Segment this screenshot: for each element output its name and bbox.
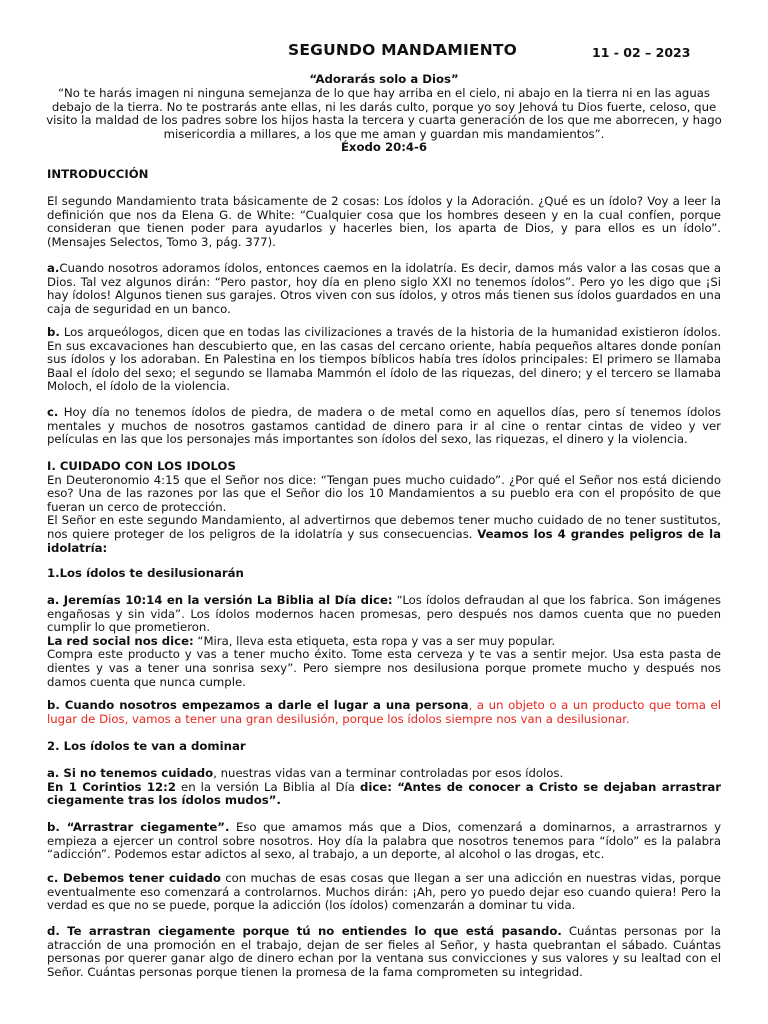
point-text: en la versión La Biblia al Día bbox=[175, 779, 360, 794]
point-text: Eso que amamos más que a Dios, comenzará a dominarnos, a arrastrarnos y empieza a ejercer un control sobre nosotros. Hoy día la palabra que nosotros tenemos para “ídolo” es la palabra “adicción”. Podemos estar adictos al sexo, al trabajo, a un deporte, al alcohol o las drogas, etc. bbox=[47, 820, 721, 862]
point-label: a. bbox=[47, 261, 60, 275]
bible-quote: dice: “Antes de conocer a Cristo se dejaban arrastrar ciegamente tras los ídolos mudos”. bbox=[47, 779, 721, 808]
point-text: “Mira, lleva esta etiqueta, esta ropa y vas a ser muy popular. bbox=[193, 633, 556, 648]
intro-point-c bbox=[47, 406, 721, 447]
bible-reference: En 1 Corintios 12:2 bbox=[47, 779, 176, 794]
point-bold: a. Si no tenemos cuidado bbox=[47, 766, 214, 780]
point-text: Compra este producto y vas a tener mucho éxito. Tome esta cerveza y te vas a sentir mejor. Usa esta pasta de dientes y vas a tener una sonrisa sexy”. Pero siempre nos desilusiona porque promete mucho y después nos damos cuenta que nunca cumple. bbox=[47, 647, 721, 689]
page-title: SEGUNDO MANDAMIENTO bbox=[288, 41, 518, 59]
point-2-c bbox=[47, 872, 721, 913]
point-bold: b. “Arrastrar ciegamente”. bbox=[47, 820, 230, 834]
point-red-text: , a un objeto o a un producto que toma el lugar de Dios, vamos a tener una gran desilusión, porque los ídolos siempre nos van a desilusionar. bbox=[47, 698, 721, 726]
point-text: , nuestras vidas van a terminar controladas por esos ídolos. bbox=[213, 766, 564, 780]
epigraph-reference: Éxodo 20:4-6 bbox=[340, 140, 428, 154]
section-paragraph-bold: Veamos los 4 grandes peligros de la idolatría: bbox=[47, 526, 721, 555]
point-1-heading: 1.Los ídolos te desilusionarán bbox=[47, 566, 244, 580]
title-row bbox=[0, 41, 768, 64]
bible-reference: a. Jeremías 10:14 en la versión La Biblia al Día dice: bbox=[47, 593, 393, 607]
epigraph-verse: “No te harás imagen ni ninguna semejanza de lo que hay arriba en el cielo, ni abajo en la tierra ni en las aguas debajo de la tierra. No te postrarás ante ellas, ni les darás culto, porque yo soy Jehová tu Dios fuerte, celoso, que visito la maldad de los padres sobre los hijos hasta la tercera y cuarta generación de los que me aborrecen, y hago misericordia a millares, a los que me aman y guardan mis mandamientos”. bbox=[46, 86, 722, 141]
section-paragraph bbox=[47, 514, 721, 555]
section-1 bbox=[47, 460, 721, 555]
point-text: Cuando nosotros adoramos ídolos, entonces caemos en la idolatría. Es decir, damos más valor a las cosas que a Dios. Tal vez algunos dirán: “Pero pastor, hoy día en pleno siglo XXI no tenemos ídolos”. Pero yo les digo que ¡Si hay ídolos! Algunos tienen sus garajes. Otros viven con sus ídolos, y otros más tienen sus ídolos guardados en una caja de seguridad en un banco. bbox=[47, 261, 721, 316]
point-1-a bbox=[47, 594, 721, 689]
point-2-a bbox=[47, 767, 721, 808]
point-text: Hoy día no tenemos ídolos de piedra, de madera o de metal como en aquellos días, pero sí tenemos ídolos mentales y muchos de nosotros gastamos cantidad de dinero para ir al cine o rentar cintas de video y ver películas en las que los personajes más importantes son ídolos del sexo, las riquezas, el dinero y la violencia. bbox=[47, 405, 721, 447]
point-text: con muchas de esas cosas que llegan a ser una adicción en nuestras vidas, porque eventualmente eso comenzará a controlarnos. Muchos dirán: ¡Ah, pero yo puedo dejar eso cuando quiera! Pero la verdad es que no se puede, porque la adicción (los ídolos) comenzarán a dominar tu vida. bbox=[47, 871, 721, 913]
point-text: “Los ídolos defraudan al que los fabrica. Son imágenes engañosas y sin vida”. Los ídolos modernos hacen promesas, pero después nos damos cuenta que no pueden cumplir lo que prometieron. bbox=[47, 593, 721, 635]
point-label: c. bbox=[47, 405, 59, 419]
red-social-label: La red social nos dice: bbox=[47, 633, 194, 648]
intro-heading: INTRODUCCIÓN bbox=[47, 167, 149, 181]
point-bold: c. Debemos tener cuidado bbox=[47, 871, 221, 885]
point-text: Cuántas personas por la atracción de una promoción en el trabajo, dejan de ser fieles al Señor, y hasta quebrantan el sábado. Cuántas personas por querer ganar algo de dinero echan por la ventana sus convicciones y sus valores y su lealtad con el Señor. Cuántas personas porque tienen la promesa de la fama comprometen su integridad. bbox=[47, 924, 721, 979]
section-paragraph-text: El Señor en este segundo Mandamiento, al advertirnos que debemos tener mucho cuidado de no tener sustitutos, nos quiere proteger de los peligros de la idolatría y sus consecuencias. bbox=[47, 513, 721, 541]
epigraph-heading: “Adorarás solo a Dios” bbox=[309, 72, 459, 86]
point-text: Los arqueólogos, dicen que en todas las civilizaciones a través de la historia de la humanidad existieron ídolos. En sus excavaciones han descubierto que, en las casas del cercano oriente, había pequeños altares donde ponían sus ídolos y los adoraban. En Palestina en los tiempos bíblicos había tres ídolos principales: El primero se llamaba Baal el ídolo del sexo; el segundo se llamaba Mammón el ídolo de las riquezas, del dinero; y el tercero se llamaba Moloch, el ídolo de la violencia. bbox=[47, 325, 721, 394]
point-2-heading: 2. Los ídolos te van a dominar bbox=[47, 739, 246, 753]
point-bold: d. Te arrastran ciegamente porque tú no entiendes lo que está pasando. bbox=[47, 924, 562, 938]
point-bold: b. Cuando nosotros empezamos a darle el lugar a una persona bbox=[47, 698, 469, 712]
section-heading: I. CUIDADO CON LOS IDOLOS bbox=[47, 459, 236, 473]
date: 11 - 02 – 2023 bbox=[592, 45, 691, 60]
intro-point-a bbox=[47, 262, 721, 316]
section-paragraph: En Deuteronomio 4:15 que el Señor nos dice: “Tengan pues mucho cuidado”. ¿Por qué el Señor nos está diciendo eso? Una de las razones por las que el Señor dio los 10 Mandamientos a su pueblo era con el propósito de que fueran un cerco de protección. bbox=[47, 472, 721, 514]
point-2-b bbox=[47, 821, 721, 862]
point-2-d bbox=[47, 925, 721, 979]
intro-point-b bbox=[47, 326, 721, 394]
intro-paragraph: El segundo Mandamiento trata básicamente de 2 cosas: Los ídolos y la Adoración. ¿Qué es un ídolo? Voy a leer la definición que nos da Elena G. de White: “Cualquier cosa que los hombres deseen y en la cual confíen, porque consideran que tienen poder para ayudarlos y hacerles bien, los aparta de Dios, y para ellos es un ídolo”. (Mensajes Selectos, Tomo 3, pág. 377). bbox=[47, 194, 721, 249]
point-label: b. bbox=[47, 325, 60, 339]
point-1-b bbox=[47, 699, 721, 726]
